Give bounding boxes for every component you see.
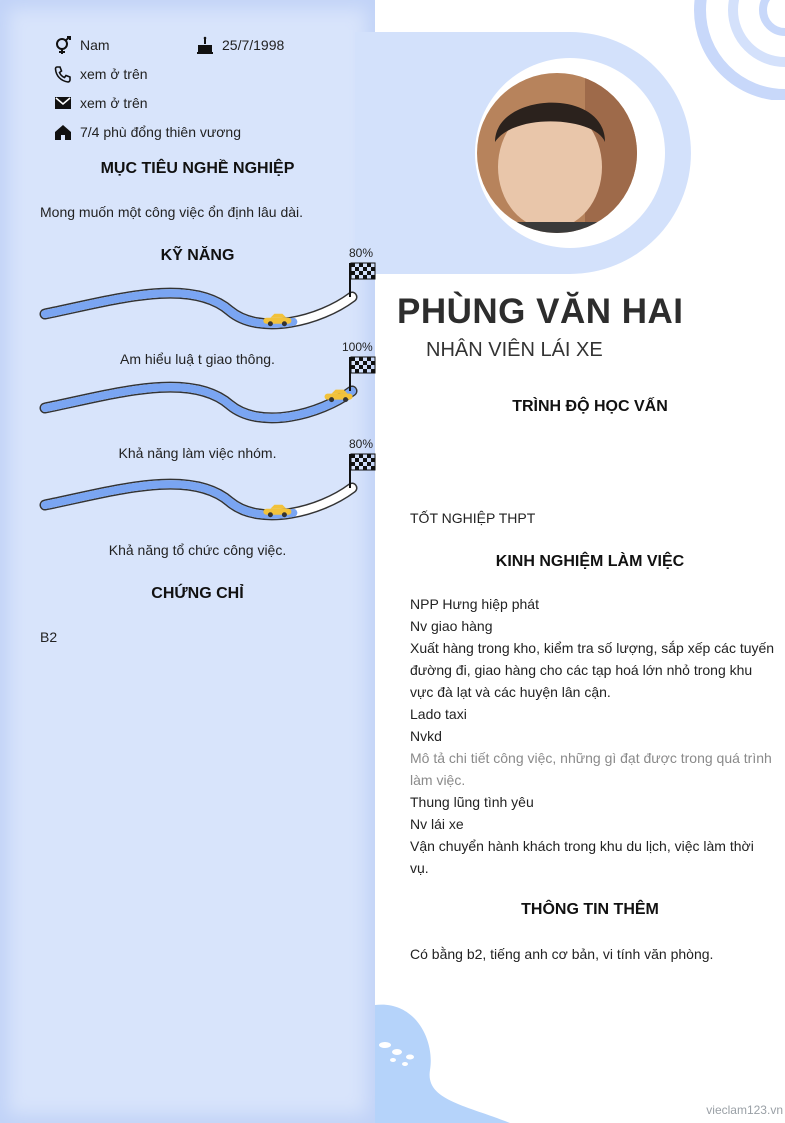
- gender-row: [54, 36, 110, 54]
- experience-list: [410, 593, 775, 879]
- birthday-cake-icon: [196, 36, 214, 54]
- decorative-wave: [375, 1000, 515, 1123]
- skill-track: [35, 447, 380, 527]
- skill-track: [35, 350, 380, 430]
- certificates-text: B2: [40, 629, 58, 645]
- email-value: xem ở trên: [80, 95, 148, 111]
- birthday-row: [196, 36, 284, 54]
- experience-line: Vận chuyển hành khách trong khu du lịch, việc làm thời vụ.: [410, 838, 754, 876]
- experience-line: Thung lũng tình yêu: [410, 794, 534, 810]
- home-icon: [54, 123, 72, 141]
- experience-line: Xuất hàng trong kho, kiểm tra số lượng, sắp xếp các tuyến đường đi, giao hàng cho các tạp hoá lớn nhỏ trong khu vực đà lạt và các huyện lân cận.: [410, 640, 775, 700]
- gender-value: Nam: [80, 37, 110, 53]
- skill-label: Khả năng làm việc nhóm.: [118, 445, 277, 461]
- certificates-title: CHỨNG CHỈ: [151, 585, 244, 602]
- objective-title: MỤC TIÊU NGHỀ NGHIỆP: [100, 160, 295, 177]
- decorative-rings: [690, 0, 785, 100]
- skills-title: KỸ NĂNG: [160, 247, 235, 264]
- phone-value: xem ở trên: [80, 66, 148, 82]
- full-name: PHÙNG VĂN HAI: [397, 292, 684, 331]
- skill-percent: 80%: [349, 437, 374, 451]
- education-text: TỐT NGHIỆP THPT: [410, 510, 536, 526]
- experience-line: Nvkd: [410, 728, 442, 744]
- gender-icon: [54, 36, 72, 54]
- skill-label: Am hiểu luậ t giao thông.: [120, 351, 275, 367]
- skill-track: [35, 256, 380, 336]
- skill-percent: 80%: [349, 246, 374, 260]
- watermark: vieclam123.vn: [706, 1103, 783, 1117]
- objective-text: Mong muốn một công việc ổn định lâu dài.: [40, 204, 304, 220]
- avatar-frame: [355, 32, 695, 274]
- experience-line: NPP Hưng hiệp phát: [410, 596, 539, 612]
- experience-line: Mô tả chi tiết công việc, những gì đạt được trong quá trình làm việc.: [410, 750, 772, 788]
- job-title: NHÂN VIÊN LÁI XE: [426, 339, 603, 361]
- address-row: [54, 123, 241, 141]
- experience-line: Nv giao hàng: [410, 618, 493, 634]
- experience-line: Lado taxi: [410, 706, 467, 722]
- birthday-value: 25/7/1998: [222, 37, 285, 53]
- skill-percent: 100%: [342, 340, 373, 354]
- email-icon: [54, 94, 72, 112]
- phone-row: [54, 65, 148, 83]
- additional-text: Có bằng b2, tiếng anh cơ bản, vi tính văn phòng.: [410, 946, 714, 962]
- skill-label: Khả năng tổ chức công việc.: [108, 542, 287, 558]
- address-value: 7/4 phù đổng thiên vương: [80, 124, 242, 140]
- phone-icon: [54, 65, 72, 83]
- additional-title: THÔNG TIN THÊM: [521, 901, 659, 918]
- email-row: [54, 94, 148, 112]
- experience-title: KINH NGHIỆM LÀM VIỆC: [495, 553, 685, 570]
- education-title: TRÌNH ĐỘ HỌC VẤN: [512, 398, 668, 415]
- experience-line: Nv lái xe: [410, 816, 464, 832]
